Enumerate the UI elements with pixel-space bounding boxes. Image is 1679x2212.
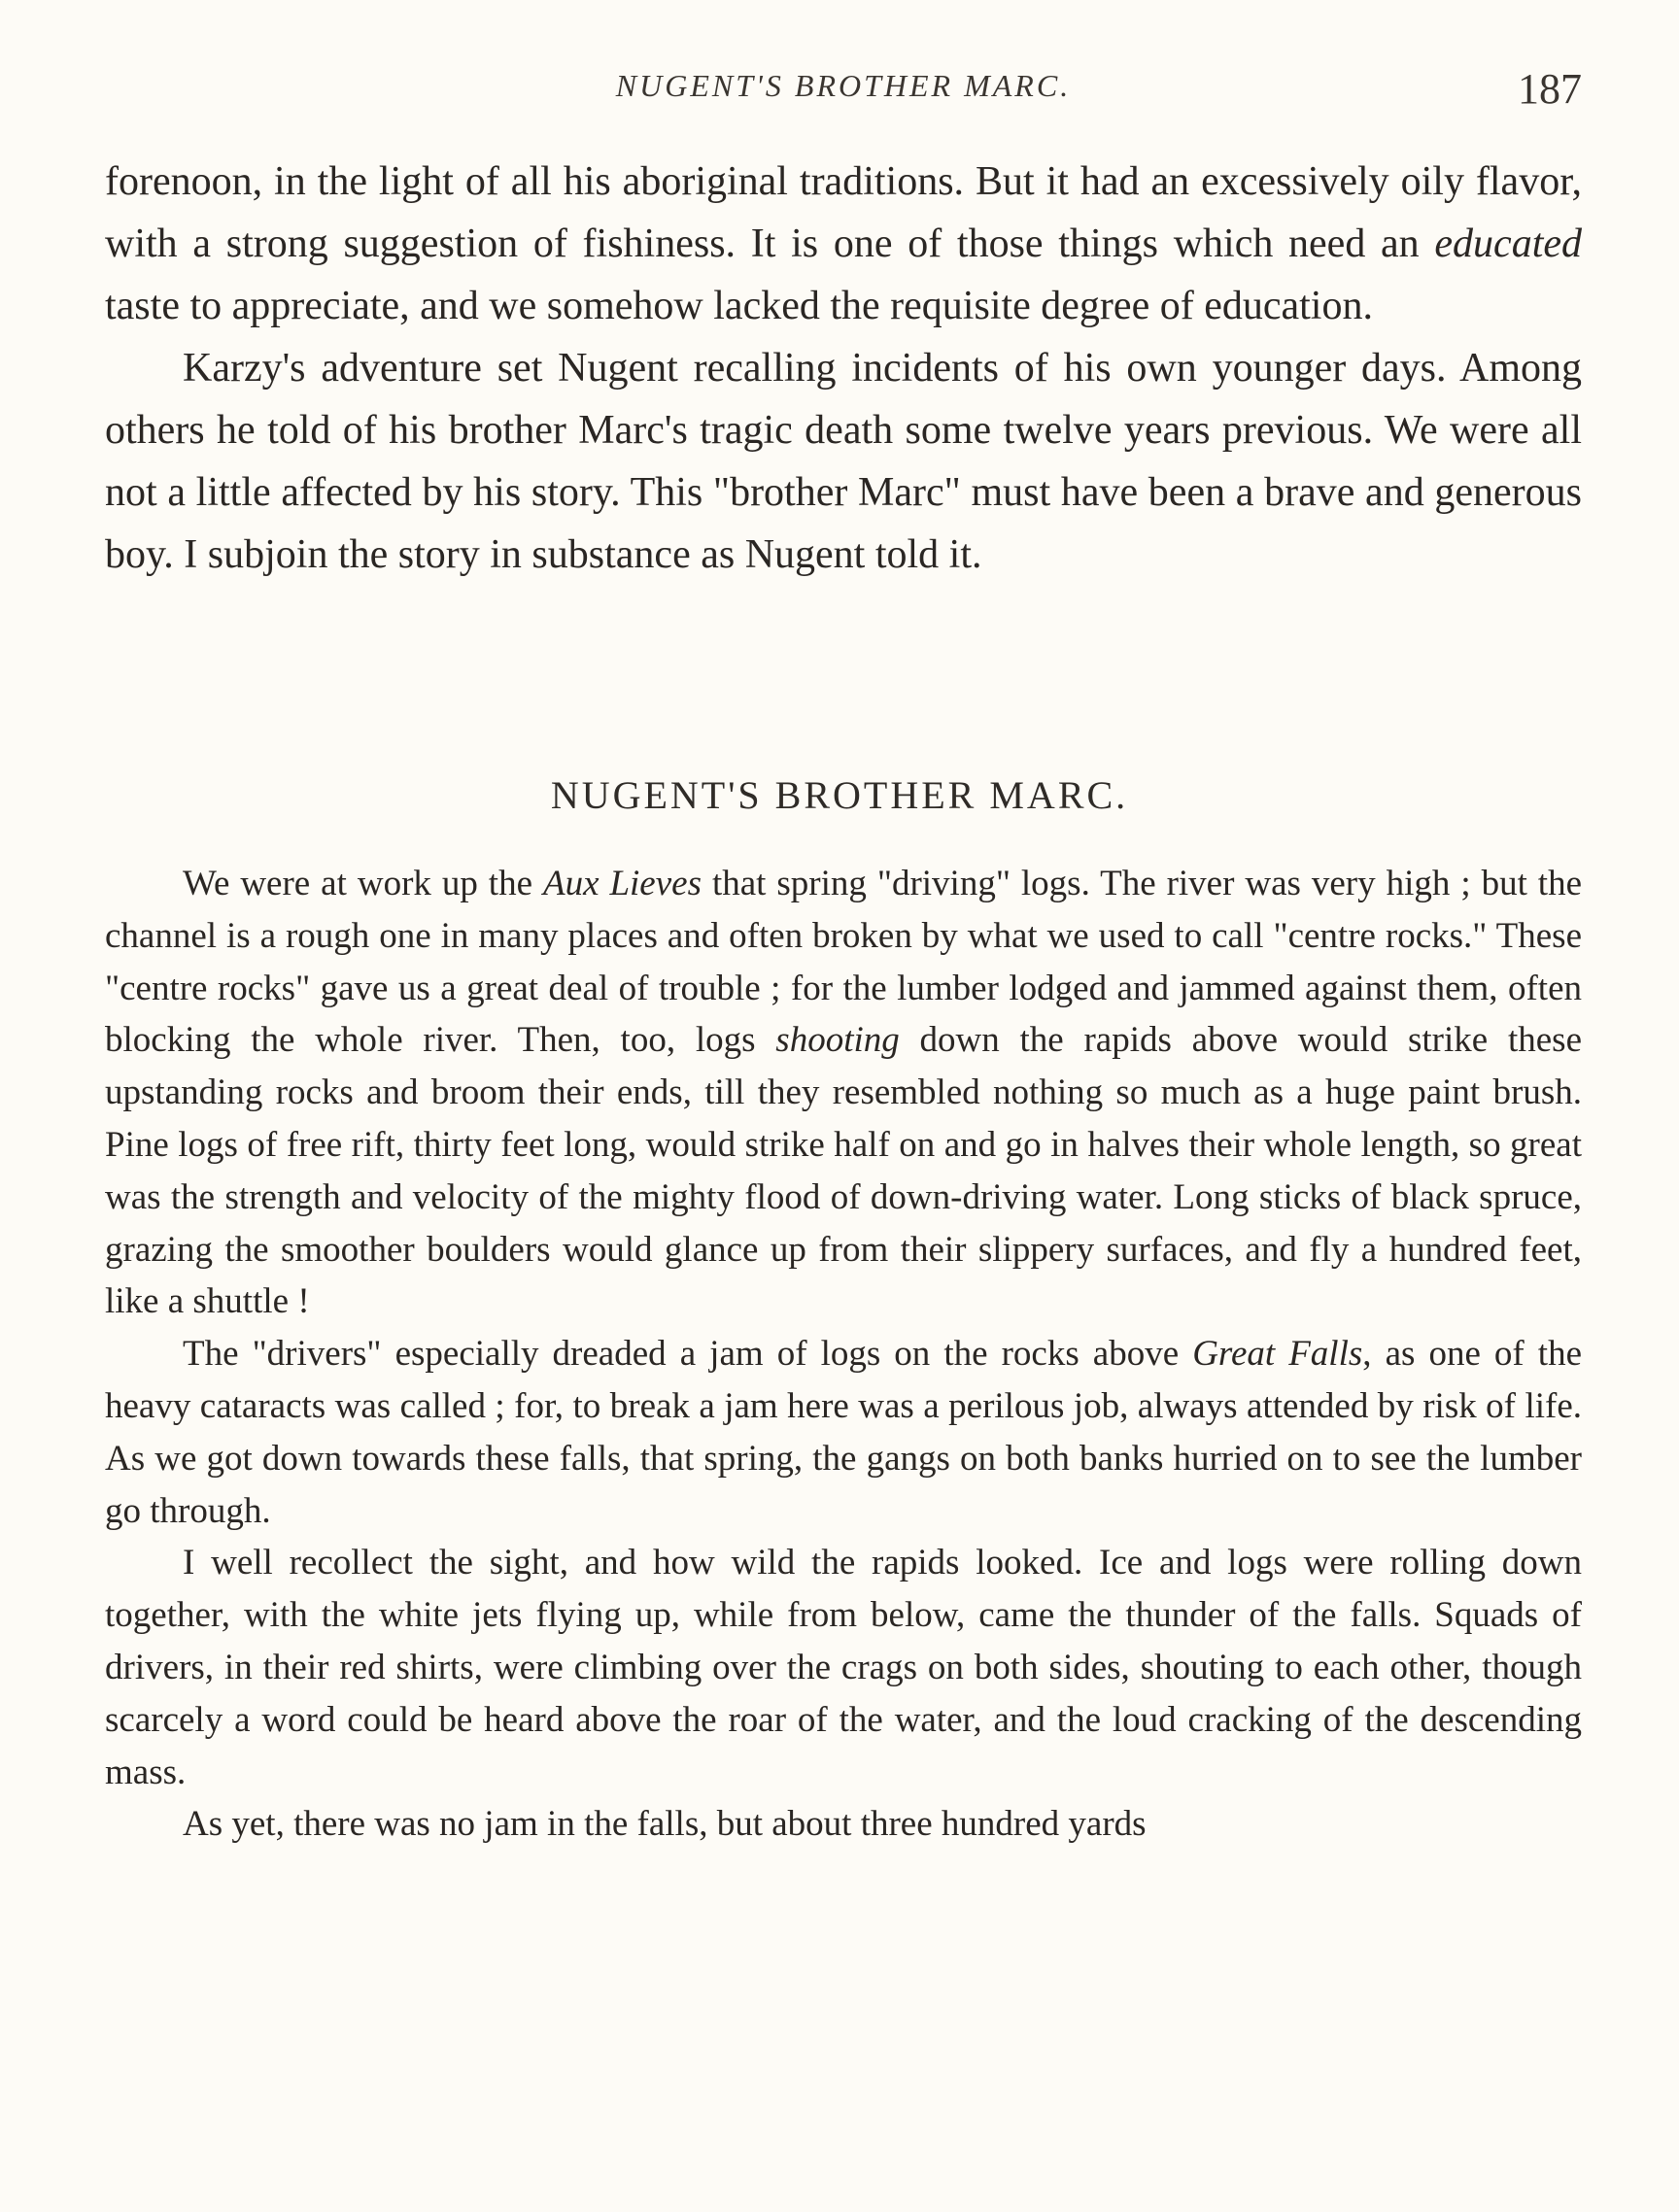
page-number: 187: [1518, 65, 1582, 113]
story-text: [105, 858, 1582, 1851]
intro-p1-end: taste to appreciate, and we somehow lacked the requisite degree of education.: [105, 284, 1373, 328]
intro-p1-emphasis: educated: [1434, 221, 1582, 266]
story-p1-a: We were at work up the: [183, 864, 543, 903]
story-p2-b: , as one of the heavy cataracts was called ; for, to break a jam here was a perilous job, always attended by risk of life. As we got down towards these falls, that spring, the gangs on both banks hurried on to see the lumber go through.: [105, 1334, 1582, 1531]
intro-paragraph-1: [105, 151, 1582, 337]
story-p2-a: The "drivers" especially dreaded a jam of logs on the rocks above: [183, 1334, 1193, 1375]
intro-p1-text: forenoon, in the light of all his aboriginal traditions. But it had an excessively oily flavor, with a strong suggestion of fishiness. It is one of those things which need an: [105, 159, 1582, 266]
story-p1-emphasis-shooting: shooting: [775, 1020, 900, 1061]
intro-paragraph-2: Karzy's adventure set Nugent recalling incidents of his own younger days. Among others he told of his brother Marc's tragic death some twelve years previous. We were all not a little affected by his story. This "brother Marc" must have been a brave and generous boy. I subjoin the story in substance as Nugent told it.: [105, 346, 1582, 577]
story-p1-b: that spring "driving" logs. The river was very high ; but the channel is a rough one in many places and often broken by what we used to call "centre rocks." These "centre rocks" gave us a great deal of trouble ; for the lumber lodged and jammed against them, often blocking the whole river. Then, too, logs: [105, 864, 1583, 1061]
story-paragraph-3: I well recollect the sight, and how wild the rapids looked. Ice and logs were rolling down together, with the white jets flying up, while from below, came the thunder of the falls. Squads of drivers, in their red shirts, were climbing over the crags on both sides, shouting to each other, though scarcely a word could be heard above the roar of the water, and the loud cracking of the descending mass.: [105, 1543, 1582, 1792]
story-paragraph-4: As yet, there was no jam in the falls, but about three hundred yards: [183, 1804, 1147, 1845]
story-p2-emphasis-falls: Great Falls: [1192, 1334, 1363, 1375]
running-title: NUGENT'S BROTHER MARC.: [615, 68, 1072, 103]
story-p1-c: down the rapids above would strike these upstanding rocks and broom their ends, till they resembled nothing so much as a huge paint brush. Pine logs of free rift, thirty feet long, would strike half on and go in halves their whole length, so great was the strength and velocity of the mighty flood of down-driving water. Long sticks of black spruce, grazing the smoother boulders would glance up from their slippery surfaces, and fly a hundred feet, like a shuttle !: [105, 1020, 1582, 1322]
story-paragraph-1: [105, 858, 1582, 1328]
intro-text: [105, 151, 1582, 586]
story-p1-emphasis-river: Aux Lieves: [542, 864, 702, 903]
running-head: [105, 65, 1582, 126]
story-paragraph-2: [105, 1328, 1582, 1537]
section-heading: NUGENT'S BROTHER MARC.: [550, 773, 1129, 817]
